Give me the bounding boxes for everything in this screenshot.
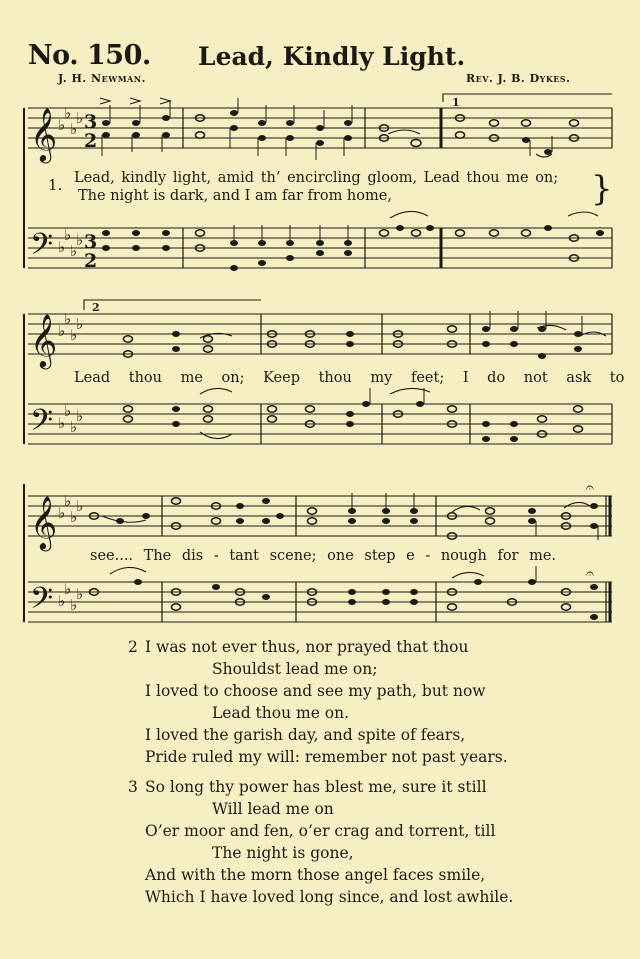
svg-text:♭: ♭ xyxy=(76,109,84,127)
stanza-line: Will lead me on xyxy=(212,800,334,818)
svg-text:♭: ♭ xyxy=(58,414,66,432)
svg-text:2: 2 xyxy=(92,301,100,314)
svg-text:♭: ♭ xyxy=(58,592,66,610)
svg-text:♭: ♭ xyxy=(76,315,84,333)
svg-text:♭: ♭ xyxy=(70,418,78,436)
svg-text:𝄞: 𝄞 xyxy=(30,107,58,161)
hymn-number: No. 150. xyxy=(28,40,151,71)
svg-text:♭: ♭ xyxy=(64,310,72,328)
svg-text:♭: ♭ xyxy=(58,116,66,134)
stanza-line: And with the morn those angel faces smile, xyxy=(145,866,486,884)
svg-text:𝄞: 𝄞 xyxy=(30,313,58,367)
svg-text:𝄢: 𝄢 xyxy=(30,404,54,445)
svg-text:♭: ♭ xyxy=(76,585,84,603)
stanza-line: So long thy power has blest me, sure it still xyxy=(145,778,487,796)
svg-text:♭: ♭ xyxy=(58,238,66,256)
lyrics-system-1-line-1: Lead, kindly light, amid th’ encircling gloom, Lead thou me on; xyxy=(74,170,559,186)
svg-text:𝄢: 𝄢 xyxy=(30,582,54,623)
stanza-line: I loved to choose and see my path, but now xyxy=(145,682,486,700)
svg-text:♭: ♭ xyxy=(58,504,66,522)
svg-text:𝄐: 𝄐 xyxy=(586,566,594,582)
stanza-line: Lead thou me on. xyxy=(212,704,350,722)
stanza-line: Shouldst lead me on; xyxy=(212,660,378,678)
svg-text:♭: ♭ xyxy=(76,231,84,249)
svg-text:♭: ♭ xyxy=(64,402,72,420)
svg-text:𝄞: 𝄞 xyxy=(30,495,58,549)
svg-text:𝄢: 𝄢 xyxy=(30,228,54,269)
stanza-line: The night is gone, xyxy=(212,844,354,862)
composer-credit: Rev. J. B. Dykes. xyxy=(466,72,571,85)
svg-text:2: 2 xyxy=(84,130,98,152)
svg-text:♭: ♭ xyxy=(76,407,84,425)
svg-text:}: } xyxy=(591,169,613,209)
svg-text:3: 3 xyxy=(84,111,98,133)
svg-text:♭: ♭ xyxy=(70,120,78,138)
stanza-number: 3 xyxy=(128,778,138,796)
stanza-line: Pride ruled my will: remember not past years. xyxy=(145,748,508,766)
svg-text:♭: ♭ xyxy=(70,242,78,260)
svg-text:𝄐: 𝄐 xyxy=(586,480,594,496)
svg-text:♭: ♭ xyxy=(64,580,72,598)
stanza-line: O’er moor and fen, o’er crag and torrent, till xyxy=(145,822,496,840)
lyrics-system-1-line-2: The night is dark, and I am far from home, xyxy=(78,188,392,204)
verse-number-1: 1. xyxy=(48,176,63,194)
lyrics-system-2: Lead thou me on; Keep thou my feet; I do not ask to xyxy=(74,370,625,386)
svg-text:♭: ♭ xyxy=(64,492,72,510)
svg-text:♭: ♭ xyxy=(64,104,72,122)
lyrics-system-3: see.... The dis - tant scene; one step e - nough for me. xyxy=(90,548,557,564)
svg-text:2: 2 xyxy=(84,250,98,272)
svg-text:♭: ♭ xyxy=(64,226,72,244)
stanza-line: I was not ever thus, nor prayed that thou xyxy=(145,638,469,656)
hymn-title: Lead, Kindly Light. xyxy=(198,42,466,71)
svg-text:♭: ♭ xyxy=(58,322,66,340)
svg-text:♭: ♭ xyxy=(70,596,78,614)
svg-text:1: 1 xyxy=(452,96,460,109)
stanza-line: I loved the garish day, and spite of fears, xyxy=(145,726,466,744)
svg-text:3: 3 xyxy=(84,231,98,253)
stanza-line: Which I have loved long since, and lost awhile. xyxy=(145,888,514,906)
svg-text:♭: ♭ xyxy=(70,326,78,344)
svg-text:♭: ♭ xyxy=(70,508,78,526)
author-credit: J. H. Newman. xyxy=(58,72,146,85)
stanza-number: 2 xyxy=(128,638,138,656)
svg-text:♭: ♭ xyxy=(76,497,84,515)
